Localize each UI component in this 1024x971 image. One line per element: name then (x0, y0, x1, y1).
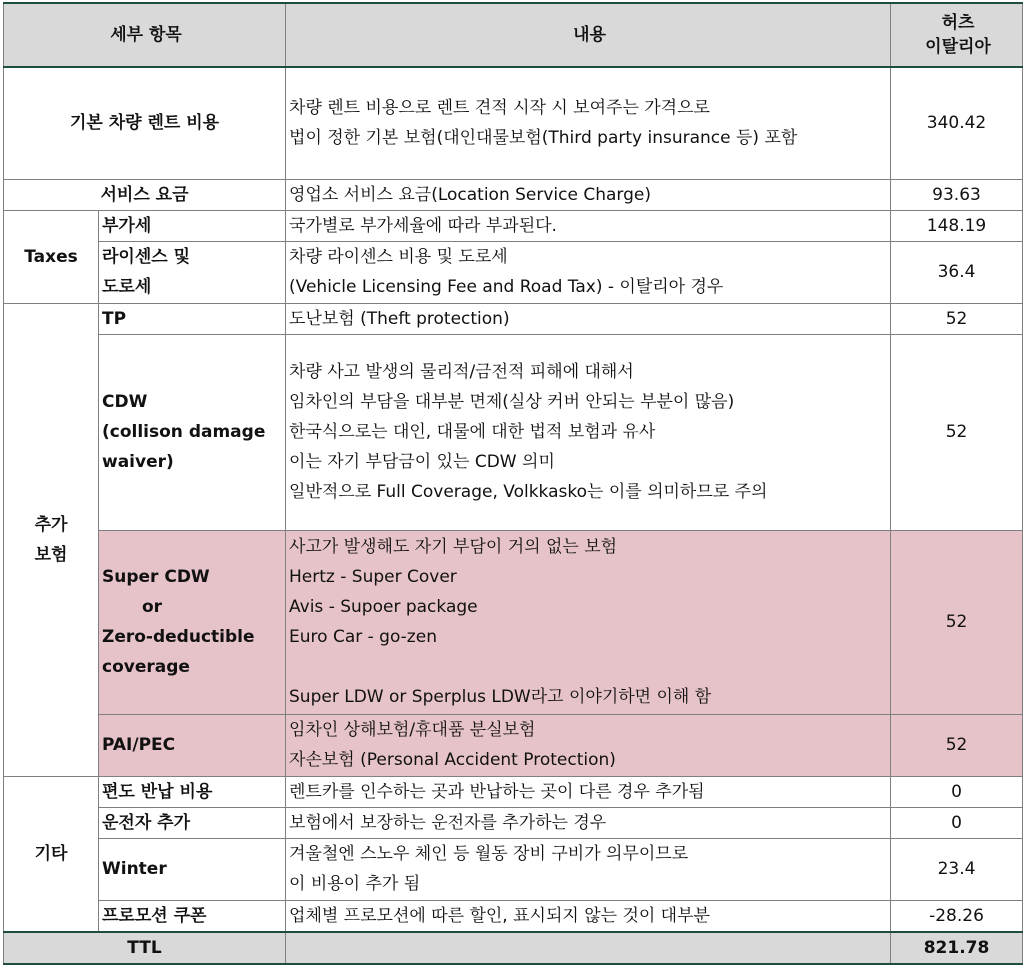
row-total (4, 932, 1023, 964)
header-content: 내용 (286, 3, 891, 67)
value-driver: 0 (891, 807, 1023, 838)
group-taxes: Taxes (4, 210, 99, 303)
label-cdw: CDW (collison damage waiver) (99, 334, 286, 530)
content-pai: 임차인 상해보험/휴대품 분실보험 자손보험 (Personal Accident Protection) (286, 714, 891, 776)
value-license: 36.4 (891, 241, 1023, 303)
row-base-rent (4, 67, 1023, 179)
label-base-rent: 기본 차량 렌트 비용 (4, 67, 286, 179)
content-vat: 국가별로 부가세율에 따라 부과된다. (286, 210, 891, 241)
value-coupon: -28.26 (891, 900, 1023, 932)
content-base-rent: 차량 렌트 비용으로 렌트 견적 시작 시 보여주는 가격으로 법이 정한 기본 보험(대인대물보험(Third party insurance 등) 포함 (286, 67, 891, 179)
label-super-cdw: Super CDW or Zero-deductible coverage (99, 530, 286, 714)
group-insurance: 추가 보험 (4, 303, 99, 776)
header-value: 허츠 이탈리아 (891, 3, 1023, 67)
content-service: 영업소 서비스 요금(Location Service Charge) (286, 179, 891, 210)
label-oneway: 편도 반납 비용 (99, 776, 286, 807)
label-driver: 운전자 추가 (99, 807, 286, 838)
group-etc: 기타 (4, 776, 99, 932)
label-coupon: 프로모션 쿠폰 (99, 900, 286, 932)
value-total: 821.78 (891, 932, 1023, 964)
row-tp (4, 303, 1023, 334)
content-coupon: 업체별 프로모션에 따른 할인, 표시되지 않는 것이 대부분 (286, 900, 891, 932)
row-license (4, 241, 1023, 303)
row-winter (4, 838, 1023, 900)
value-service: 93.63 (891, 179, 1023, 210)
label-license: 라이센스 및 도로세 (99, 241, 286, 303)
content-winter: 겨울철엔 스노우 체인 등 월동 장비 구비가 의무이므로 이 비용이 추가 됨 (286, 838, 891, 900)
row-oneway (4, 776, 1023, 807)
value-oneway: 0 (891, 776, 1023, 807)
value-vat: 148.19 (891, 210, 1023, 241)
content-super-cdw: 사고가 발생해도 자기 부담이 거의 없는 보험 Hertz - Super Cover Avis - Supoer package Euro Car - go-zen Super LDW or Sperplus LDW라고 이야기하면 이해 함 (286, 530, 891, 714)
content-driver: 보험에서 보장하는 운전자를 추가하는 경우 (286, 807, 891, 838)
cost-table (3, 2, 1023, 965)
content-total (286, 932, 891, 964)
header-row (4, 3, 1023, 67)
row-service (4, 179, 1023, 210)
label-pai: PAI/PEC (99, 714, 286, 776)
label-tp: TP (99, 303, 286, 334)
content-cdw: 차량 사고 발생의 물리적/금전적 피해에 대해서 임차인의 부담을 대부분 면제(실상 커버 안되는 부분이 많음) 한국식으로는 대인, 대물에 대한 법적 보험과 유사 이는 자기 부담금이 있는 CDW 의미 일반적으로 Full Coverage, Volkkasko는 이를 의미하므로 주의 (286, 334, 891, 530)
content-oneway: 렌트카를 인수하는 곳과 반납하는 곳이 다른 경우 추가됨 (286, 776, 891, 807)
label-winter: Winter (99, 838, 286, 900)
value-cdw: 52 (891, 334, 1023, 530)
label-service: 서비스 요금 (4, 179, 286, 210)
value-super-cdw: 52 (891, 530, 1023, 714)
label-total: TTL (4, 932, 286, 964)
row-driver (4, 807, 1023, 838)
row-vat (4, 210, 1023, 241)
content-tp: 도난보험 (Theft protection) (286, 303, 891, 334)
value-pai: 52 (891, 714, 1023, 776)
row-super-cdw (4, 530, 1023, 714)
row-pai (4, 714, 1023, 776)
label-vat: 부가세 (99, 210, 286, 241)
row-cdw (4, 334, 1023, 530)
value-base-rent: 340.42 (891, 67, 1023, 179)
content-license: 차량 라이센스 비용 및 도로세 (Vehicle Licensing Fee and Road Tax) - 이탈리아 경우 (286, 241, 891, 303)
value-tp: 52 (891, 303, 1023, 334)
row-coupon (4, 900, 1023, 932)
value-winter: 23.4 (891, 838, 1023, 900)
header-item: 세부 항목 (4, 3, 286, 67)
